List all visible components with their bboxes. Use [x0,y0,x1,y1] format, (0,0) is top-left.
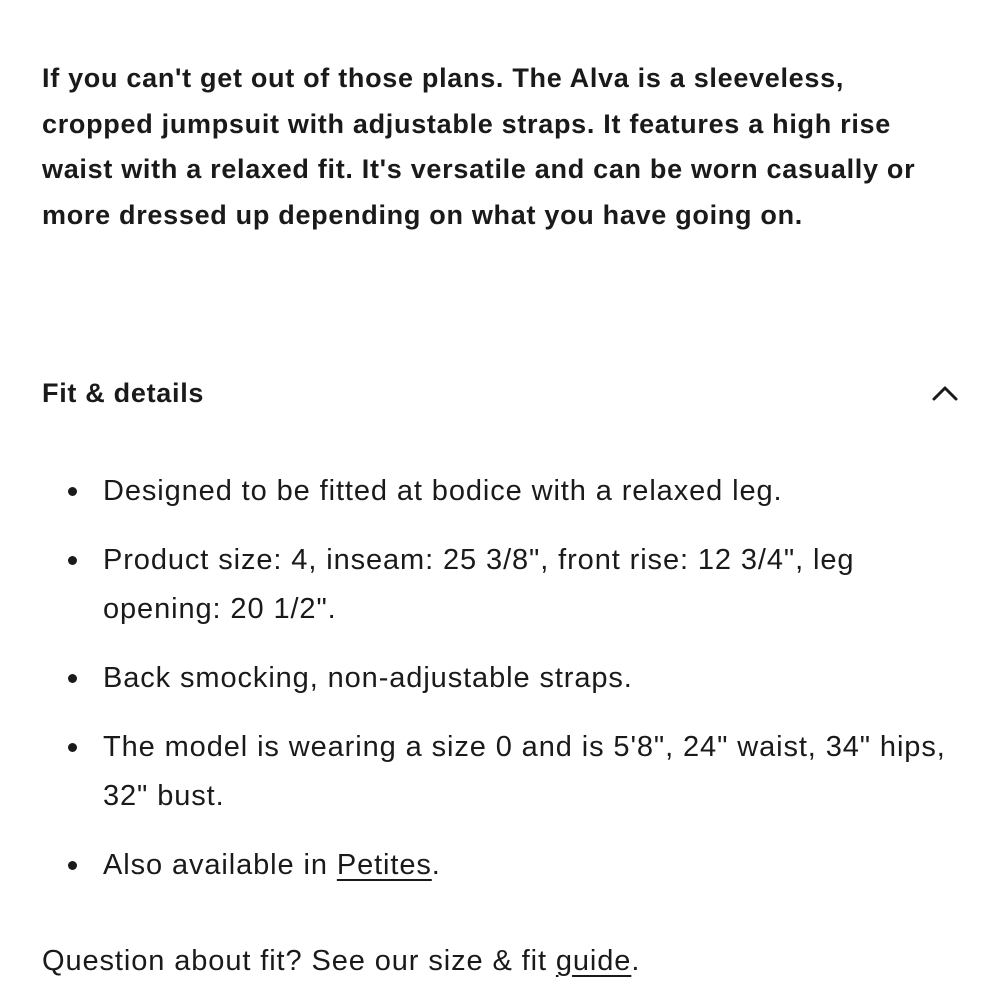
list-item-text: Product size: 4, inseam: 25 3/8", front rise: 12 3/4", leg opening: 20 1/2". [103,544,855,625]
fit-details-list [0,467,1000,910]
list-item-text: Back smocking, non-adjustable straps. [103,662,633,694]
fit-question-suffix: . [631,945,641,977]
petites-link[interactable]: Petites [336,849,432,881]
bullet-icon [68,674,77,683]
bullet-icon [68,556,77,565]
bullet-icon [68,487,77,496]
availability-suffix: . [431,849,441,881]
size-guide-link[interactable]: guide [555,945,632,977]
bullet-icon [68,861,77,870]
bullet-icon [68,743,77,752]
product-description: If you can't get out of those plans. The Alva is a sleeveless, cropped jumpsuit with adjustable straps. It features a high rise waist with a relaxed fit. It's versatile and can be worn casually or more dressed up depending on what you have going on. [42,63,916,230]
list-item-text: The model is wearing a size 0 and is 5'8", 24" waist, 34" hips, 32" bust. [103,731,946,812]
list-item [0,467,1000,516]
list-item [0,841,1000,890]
fit-details-title: Fit & details [42,377,205,408]
chevron-up-icon[interactable] [930,383,960,403]
fit-question-prefix: Question about fit? See our size & fit [42,945,556,977]
availability-prefix: Also available in [103,849,337,881]
fit-details-toggle[interactable] [42,370,962,416]
fit-question [42,937,640,986]
list-item [0,536,1000,634]
list-item [0,723,1000,821]
list-item-text: Designed to be fitted at bodice with a relaxed leg. [103,475,783,507]
list-item [0,654,1000,703]
